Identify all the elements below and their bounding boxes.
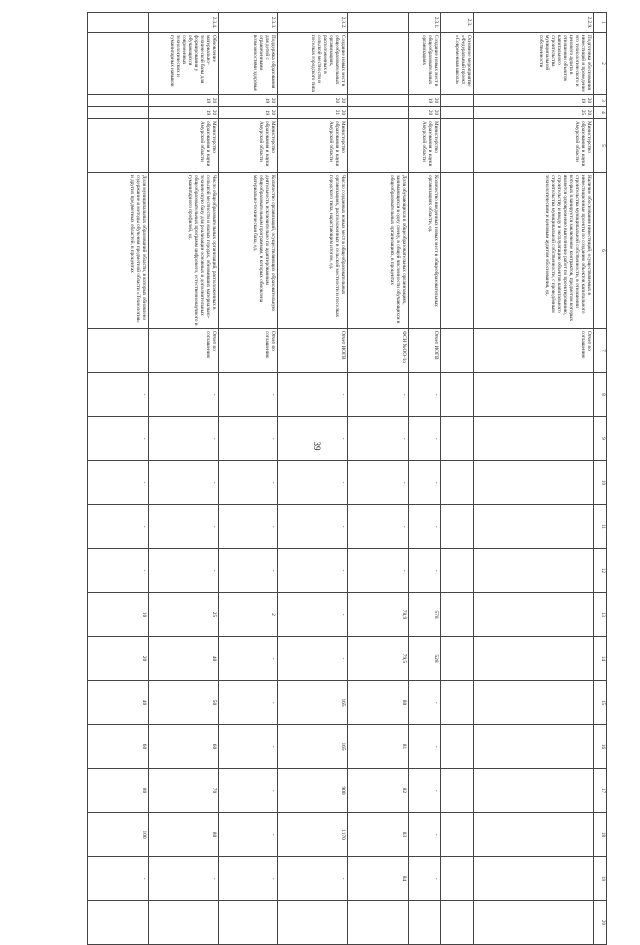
- value-cell: -: [409, 769, 441, 813]
- value-cell: -: [149, 373, 219, 417]
- value-cell: -: [88, 417, 149, 461]
- value-cell: [473, 813, 593, 857]
- header-cell: 2: [593, 33, 606, 95]
- value-cell: [473, 549, 593, 593]
- table-row: [348, 13, 409, 945]
- row-number-cell: 2.2.9.: [473, 13, 593, 33]
- value-cell: -: [88, 549, 149, 593]
- start-year-cell: 2019: [219, 95, 278, 107]
- value-cell: -: [348, 461, 409, 505]
- value-cell: -: [409, 725, 441, 769]
- value-cell: [149, 901, 219, 945]
- value-cell: -: [409, 461, 441, 505]
- value-cell: -: [219, 769, 278, 813]
- header-cell: 11: [593, 505, 606, 549]
- value-cell: -: [409, 505, 441, 549]
- start-year-cell: 2019: [149, 95, 219, 107]
- value-cell: 50: [149, 681, 219, 725]
- program-table: [87, 12, 607, 945]
- value-cell: [473, 637, 593, 681]
- value-cell: -: [88, 373, 149, 417]
- value-cell: 10: [88, 593, 149, 637]
- value-cell: [441, 725, 473, 769]
- value-cell: -: [219, 549, 278, 593]
- value-cell: [473, 417, 593, 461]
- value-cell: -: [278, 549, 348, 593]
- value-cell: 70: [149, 769, 219, 813]
- measure-name-cell: Создание новых мест в общеобразовательных организациях: [409, 33, 441, 95]
- value-cell: [441, 857, 473, 901]
- start-year-cell: 2019: [409, 95, 441, 107]
- executor-cell: [441, 119, 473, 173]
- value-cell: [409, 901, 441, 945]
- value-cell: -: [348, 505, 409, 549]
- table-holder: [87, 12, 607, 925]
- row-number-cell: 2.3.1.: [409, 13, 441, 33]
- value-cell: -: [278, 461, 348, 505]
- value-cell: [88, 901, 149, 945]
- value-cell: [441, 637, 473, 681]
- header-cell: 7: [593, 329, 606, 373]
- row-number-cell: 2.3.: [441, 13, 473, 33]
- value-cell: [278, 901, 348, 945]
- end-year-cell: 2020: [409, 107, 441, 119]
- value-cell: -: [88, 857, 149, 901]
- value-cell: 165: [278, 681, 348, 725]
- indicator-cell: Количество организаций, осуществляющих образовательную деятельность исключительно по адаптированным общеобразовательным программам, в которых обновлена материально-техническая база, ед.: [219, 173, 278, 329]
- header-cell: 17: [593, 769, 606, 813]
- value-cell: 578: [409, 593, 441, 637]
- value-cell: -: [409, 813, 441, 857]
- value-cell: -: [278, 593, 348, 637]
- data-source-cell: Отчет ИОГВ: [409, 329, 441, 373]
- value-cell: [441, 813, 473, 857]
- measure-name-cell: Основное мероприятие «Федеральный проект «Современная школа»: [441, 33, 473, 95]
- page-frame: [87, 12, 607, 925]
- row-number-cell: 2.3.3.: [219, 13, 278, 33]
- value-cell: [473, 857, 593, 901]
- page-number: 39: [312, 441, 322, 451]
- value-cell: 60: [88, 725, 149, 769]
- start-year-cell: [441, 95, 473, 107]
- executor-cell: Министерство образования и науки Амурской области: [409, 119, 441, 173]
- value-cell: -: [219, 505, 278, 549]
- value-cell: 165: [278, 725, 348, 769]
- executor-cell: Министерство образования и науки Амурской области: [149, 119, 219, 173]
- table-row: [473, 13, 593, 945]
- data-source-cell: ФСН №ОО-1о: [348, 329, 409, 373]
- value-cell: [441, 901, 473, 945]
- value-cell: 80: [149, 813, 219, 857]
- end-year-cell: 2019: [149, 107, 219, 119]
- value-cell: 25: [149, 593, 219, 637]
- value-cell: 79,5: [348, 637, 409, 681]
- value-cell: 78,9: [348, 593, 409, 637]
- data-source-cell: Отчет по соглашению: [473, 329, 593, 373]
- executor-cell: Министерство образования и науки Амурской области: [219, 119, 278, 173]
- value-cell: -: [149, 417, 219, 461]
- value-cell: -: [409, 373, 441, 417]
- end-year-cell: 2019: [219, 107, 278, 119]
- table-row: [149, 13, 219, 945]
- header-cell: 20: [593, 901, 606, 945]
- value-cell: -: [348, 373, 409, 417]
- value-cell: 1170: [278, 813, 348, 857]
- data-source-cell: Отчет по соглашению: [219, 329, 278, 373]
- header-cell: 1: [593, 13, 606, 33]
- table-row: [219, 13, 278, 945]
- indicator-cell: Число общеобразовательных организаций, расположенных в сельской местности и малых городах, обновивших материально-техническую базу для реализации основных и дополнительных общеобразовательных программ цифрового, естественнонаучного и гуманитарного профилей, ед.: [149, 173, 219, 329]
- header-cell: 13: [593, 593, 606, 637]
- value-cell: [348, 901, 409, 945]
- end-year-cell: 2025: [473, 107, 593, 119]
- measure-name-cell: Поддержка образования для детей с ограниченными возможностями здоровья: [219, 33, 278, 95]
- value-cell: -: [149, 857, 219, 901]
- table-row: [278, 13, 348, 945]
- row-number-cell: 2.3.4.: [149, 13, 219, 33]
- value-cell: -: [409, 549, 441, 593]
- value-cell: [441, 461, 473, 505]
- header-cell: 16: [593, 725, 606, 769]
- value-cell: [473, 505, 593, 549]
- header-cell: 10: [593, 461, 606, 505]
- executor-cell: [348, 119, 409, 173]
- value-cell: -: [219, 725, 278, 769]
- indicator-cell: Количество введенных новых мест в общеобразовательных организациях области, ед.: [409, 173, 441, 329]
- start-year-cell: [88, 95, 149, 107]
- value-cell: -: [149, 505, 219, 549]
- value-cell: [441, 549, 473, 593]
- value-cell: -: [278, 373, 348, 417]
- value-cell: 84: [348, 857, 409, 901]
- value-cell: [441, 593, 473, 637]
- header-cell: 5: [593, 119, 606, 173]
- row-number-cell: [88, 13, 149, 33]
- value-cell: [473, 461, 593, 505]
- header-cell: 6: [593, 173, 606, 329]
- indicator-cell: [441, 173, 473, 329]
- header-cell: 3: [593, 95, 606, 107]
- table-row: [88, 13, 149, 945]
- value-cell: -: [278, 505, 348, 549]
- row-number-cell: [348, 13, 409, 33]
- value-cell: -: [219, 857, 278, 901]
- value-cell: -: [348, 417, 409, 461]
- header-cell: 12: [593, 549, 606, 593]
- header-cell: 14: [593, 637, 606, 681]
- header-cell: 19: [593, 857, 606, 901]
- measure-name-cell: [88, 33, 149, 95]
- end-year-cell: [88, 107, 149, 119]
- value-cell: -: [88, 461, 149, 505]
- value-cell: 900: [278, 769, 348, 813]
- value-cell: [473, 593, 593, 637]
- start-year-cell: 2019: [473, 95, 593, 107]
- header-cell: 18: [593, 813, 606, 857]
- value-cell: [473, 725, 593, 769]
- measure-name-cell: Подготовка обоснования инвестиций и проведение его технологического и ценового аудита в отношении объектов капитального строительства муниципальной собственности: [473, 33, 593, 95]
- value-cell: [441, 681, 473, 725]
- value-cell: 40: [149, 637, 219, 681]
- value-cell: -: [149, 549, 219, 593]
- value-cell: 2: [219, 593, 278, 637]
- value-cell: [441, 505, 473, 549]
- value-cell: -: [278, 857, 348, 901]
- value-cell: [441, 373, 473, 417]
- value-cell: 80: [88, 769, 149, 813]
- value-cell: [473, 373, 593, 417]
- value-cell: -: [409, 681, 441, 725]
- value-cell: -: [219, 417, 278, 461]
- value-cell: [219, 901, 278, 945]
- value-cell: -: [88, 505, 149, 549]
- header-row: [593, 13, 606, 945]
- value-cell: -: [219, 813, 278, 857]
- measure-name-cell: Обновление материально-технической базы для формирования у обучающихся современных технологических и гуманитарных навыков: [149, 33, 219, 95]
- value-cell: -: [219, 461, 278, 505]
- value-cell: -: [149, 461, 219, 505]
- value-cell: 40: [88, 681, 149, 725]
- value-cell: -: [219, 681, 278, 725]
- value-cell: [473, 901, 593, 945]
- header-cell: 15: [593, 681, 606, 725]
- value-cell: [473, 681, 593, 725]
- measure-name-cell: [348, 33, 409, 95]
- indicator-cell: Число созданных новых мест в общеобразовательных организациях, расположенных в сельской местности и поселках городского типа, нарастающим итогом, ед.: [278, 173, 348, 329]
- value-cell: [441, 417, 473, 461]
- data-source-cell: [88, 329, 149, 373]
- value-cell: -: [278, 417, 348, 461]
- executor-cell: Министерство образования и науки Амурской области: [278, 119, 348, 173]
- data-source-cell: Отчет ИОГВ: [278, 329, 348, 373]
- value-cell: -: [278, 637, 348, 681]
- row-number-cell: 2.3.2.: [278, 13, 348, 33]
- value-cell: 82: [348, 769, 409, 813]
- value-cell: 60: [149, 725, 219, 769]
- table-row: [441, 13, 473, 945]
- indicator-cell: Наличие обоснования инвестиций, осуществляемых в инвестиционные проекты по созданию объектов капитального строительства муниципальной собственности, в отношении которых планируется заключение контрактов, предметом которых является одновременно выполнение работ по проектированию, строительству и вводу в эксплуатацию объектов капитального строительства муниципальной собственности, с проведённым технологическим и ценовым аудитом обоснования, ед.: [473, 173, 593, 329]
- value-cell: -: [409, 857, 441, 901]
- indicator-cell: Доля муниципальных образований области, в которых обновлено содержание и методы обучения предметной области «Технология» и других предметных областей, в процентах: [88, 173, 149, 329]
- data-source-cell: Отчет по соглашению: [149, 329, 219, 373]
- executor-cell: Министерство образования и науки Амурской области: [473, 119, 593, 173]
- value-cell: 100: [88, 813, 149, 857]
- end-year-cell: 2021: [278, 107, 348, 119]
- header-cell: 9: [593, 417, 606, 461]
- value-cell: 20: [88, 637, 149, 681]
- value-cell: 528: [409, 637, 441, 681]
- value-cell: -: [219, 373, 278, 417]
- executor-cell: [88, 119, 149, 173]
- value-cell: 83: [348, 813, 409, 857]
- data-source-cell: [441, 329, 473, 373]
- indicator-cell: Доля обучающихся в общеобразовательных организациях, занимающихся в одну смену, в общей численности обучающихся в общеобразовательных организациях, в процентах: [348, 173, 409, 329]
- table-row: [409, 13, 441, 945]
- value-cell: [441, 769, 473, 813]
- measure-name-cell: Создание новых мест в общеобразовательных организациях, расположенных в сельской местности и поселках городского типа: [278, 33, 348, 95]
- header-cell: 4: [593, 107, 606, 119]
- value-cell: 80: [348, 681, 409, 725]
- value-cell: 81: [348, 725, 409, 769]
- value-cell: [473, 769, 593, 813]
- header-cell: 8: [593, 373, 606, 417]
- end-year-cell: [441, 107, 473, 119]
- value-cell: -: [348, 549, 409, 593]
- value-cell: -: [219, 637, 278, 681]
- start-year-cell: [348, 95, 409, 107]
- value-cell: -: [409, 417, 441, 461]
- start-year-cell: 2020: [278, 95, 348, 107]
- end-year-cell: [348, 107, 409, 119]
